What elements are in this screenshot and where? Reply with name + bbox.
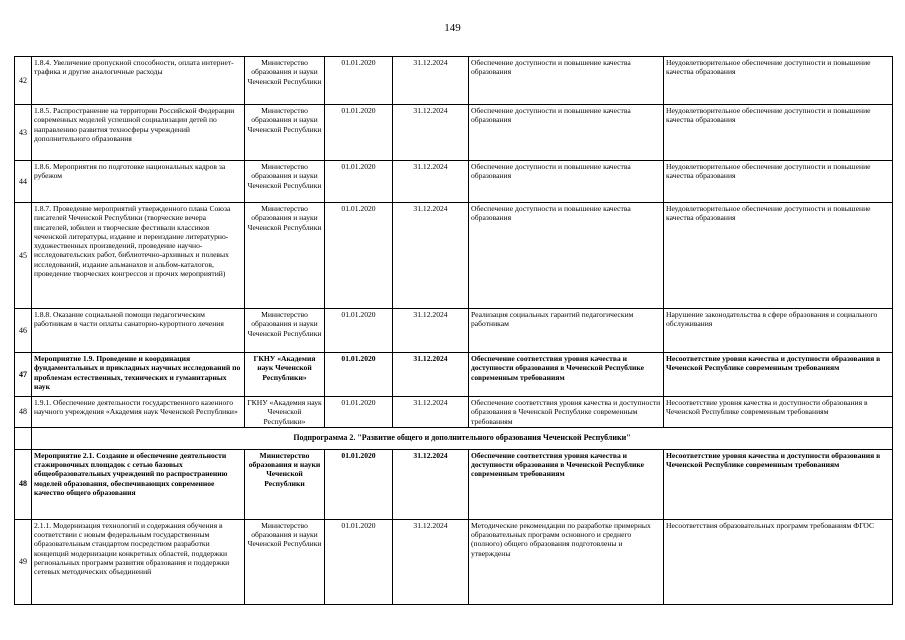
activity-name: Мероприятие 2.1. Создание и обеспечение деятельности стажировочных площадок с сетью базовых общеобразовательных учреждений по распространению моделей образования, обеспечивающих современное качество общего образования [32, 449, 245, 519]
row-number: 46 [15, 309, 32, 353]
table-row [15, 161, 893, 203]
end-date: 31.12.2024 [393, 353, 469, 397]
row-number: 48 [15, 449, 32, 519]
start-date: 01.01.2020 [325, 519, 393, 604]
start-date: 01.01.2020 [325, 105, 393, 161]
end-date: 31.12.2024 [393, 449, 469, 519]
end-date: 31.12.2024 [393, 203, 469, 309]
expected-result: Обеспечение соответствия уровня качества и доступности образования в Чеченской Республике современным требованиям [469, 449, 664, 519]
subprogram-row [15, 427, 893, 449]
table-row [15, 105, 893, 161]
consequence: Несоответствия образовательных программ требованиям ФГОС [664, 519, 893, 604]
consequence: Нарушение законодательства в сфере образования и социального обслуживания [664, 309, 893, 353]
start-date: 01.01.2020 [325, 309, 393, 353]
start-date: 01.01.2020 [325, 353, 393, 397]
end-date: 31.12.2024 [393, 57, 469, 105]
expected-result: Методические рекомендации по разработке примерных образовательных программ основного и среднего (полного) общего образования подготовлены и утверждены [469, 519, 664, 604]
activity-name: 1.8.6. Мероприятия по подготовке национальных кадров за рубежом [32, 161, 245, 203]
activities-table [14, 56, 893, 605]
executor: ГКНУ «Академия наук Чеченской Республики» [245, 353, 325, 397]
row-number: 42 [15, 57, 32, 105]
row-number: 44 [15, 161, 32, 203]
executor: Министерство образования и науки Чеченской Республики [245, 57, 325, 105]
subprogram-blank-cell [15, 427, 32, 449]
table-row [15, 57, 893, 105]
consequence: Несоответствие уровня качества и доступности образования в Чеченской Республике современным требованиям [664, 353, 893, 397]
table-row [15, 353, 893, 397]
row-number: 48 [15, 397, 32, 428]
row-number: 43 [15, 105, 32, 161]
activity-name: 2.1.1. Модернизация технологий и содержания обучения в соответствии с новым федеральным государственным образовательным стандартом посредством разработки концепций модернизации конкретных областей, поддержки региональных программ развития образования и поддержки сетевых методических объединений [32, 519, 245, 604]
activity-name: 1.8.4. Увеличение пропускной способности, оплата интернет-трафика и другие аналогичные расходы [32, 57, 245, 105]
consequence: Неудовлетворительное обеспечение доступности и повышение качества образования [664, 105, 893, 161]
start-date: 01.01.2020 [325, 449, 393, 519]
activity-name: 1.8.5. Распространение на территории Российской Федерации современных моделей успешной социализации детей по направлению развития техносферы учреждений дополнительного образования [32, 105, 245, 161]
table-row [15, 309, 893, 353]
row-number: 45 [15, 203, 32, 309]
table-row [15, 449, 893, 519]
expected-result: Обеспечение доступности и повышение качества образования [469, 57, 664, 105]
executor: ГКНУ «Академия наук Чеченской Республики» [245, 397, 325, 428]
consequence: Неудовлетворительное обеспечение доступности и повышение качества образования [664, 203, 893, 309]
executor: Министерство образования и науки Чеченской Республики [245, 519, 325, 604]
subprogram-title: Подпрограмма 2. "Развитие общего и дополнительного образования Чеченской Республики" [32, 427, 893, 449]
executor: Министерство образования и науки Чеченской Республики [245, 449, 325, 519]
end-date: 31.12.2024 [393, 519, 469, 604]
activity-name: 1.9.1. Обеспечение деятельности государственного казенного научного учреждения «Академия наук Чеченской Республики» [32, 397, 245, 428]
executor: Министерство образования и науки Чеченской Республики [245, 203, 325, 309]
table-row [15, 203, 893, 309]
activity-name: 1.8.8. Оказание социальной помощи педагогическим работникам в части оплаты санаторно-курортного лечения [32, 309, 245, 353]
expected-result: Обеспечение соответствия уровня качества и доступности образования в Чеченской Республике современным требованиям [469, 353, 664, 397]
consequence: Неудовлетворительное обеспечение доступности и повышение качества образования [664, 57, 893, 105]
expected-result: Обеспечение доступности и повышение качества образования [469, 161, 664, 203]
activity-name: Мероприятие 1.9. Проведение и координация фундаментальных и прикладных научных исследований по проблемам естественных, технических и гуманитарных наук [32, 353, 245, 397]
table-row [15, 397, 893, 428]
executor: Министерство образования и науки Чеченской Республики [245, 161, 325, 203]
start-date: 01.01.2020 [325, 203, 393, 309]
row-number: 49 [15, 519, 32, 604]
expected-result: Обеспечение доступности и повышение качества образования [469, 203, 664, 309]
table-row [15, 519, 893, 604]
consequence: Несоответствие уровня качества и доступности образования в Чеченской Республике современным требованиям [664, 449, 893, 519]
start-date: 01.01.2020 [325, 161, 393, 203]
row-number: 47 [15, 353, 32, 397]
activity-name: 1.8.7. Проведение мероприятий утвержденного плана Союза писателей Чеченской Республики (творческие вечера писателей, юбилеи и творческие фестивали классиков чеченской литературы, издание и переиздание литературно-художественных произведений, проведение научно-исследовательских работ, библиотечно-архивных и полевых исследований, издание альманахов и альбом-каталогов, проведение творческих конгрессов и прочих мероприятий) [32, 203, 245, 309]
expected-result: Обеспечение доступности и повышение качества образования [469, 105, 664, 161]
page-number: 149 [444, 22, 461, 34]
consequence: Неудовлетворительное обеспечение доступности и повышение качества образования [664, 161, 893, 203]
start-date: 01.01.2020 [325, 397, 393, 428]
executor: Министерство образования и науки Чеченской Республики [245, 309, 325, 353]
expected-result: Реализация социальных гарантий педагогическим работникам [469, 309, 664, 353]
start-date: 01.01.2020 [325, 57, 393, 105]
expected-result: Обеспечение соответствия уровня качества и доступности образования в Чеченской Республике современным требованиям [469, 397, 664, 428]
end-date: 31.12.2024 [393, 161, 469, 203]
consequence: Несоответствие уровня качества и доступности образования в Чеченской Республике современным требованиям [664, 397, 893, 428]
executor: Министерство образования и науки Чеченской Республики [245, 105, 325, 161]
end-date: 31.12.2024 [393, 105, 469, 161]
end-date: 31.12.2024 [393, 309, 469, 353]
end-date: 31.12.2024 [393, 397, 469, 428]
